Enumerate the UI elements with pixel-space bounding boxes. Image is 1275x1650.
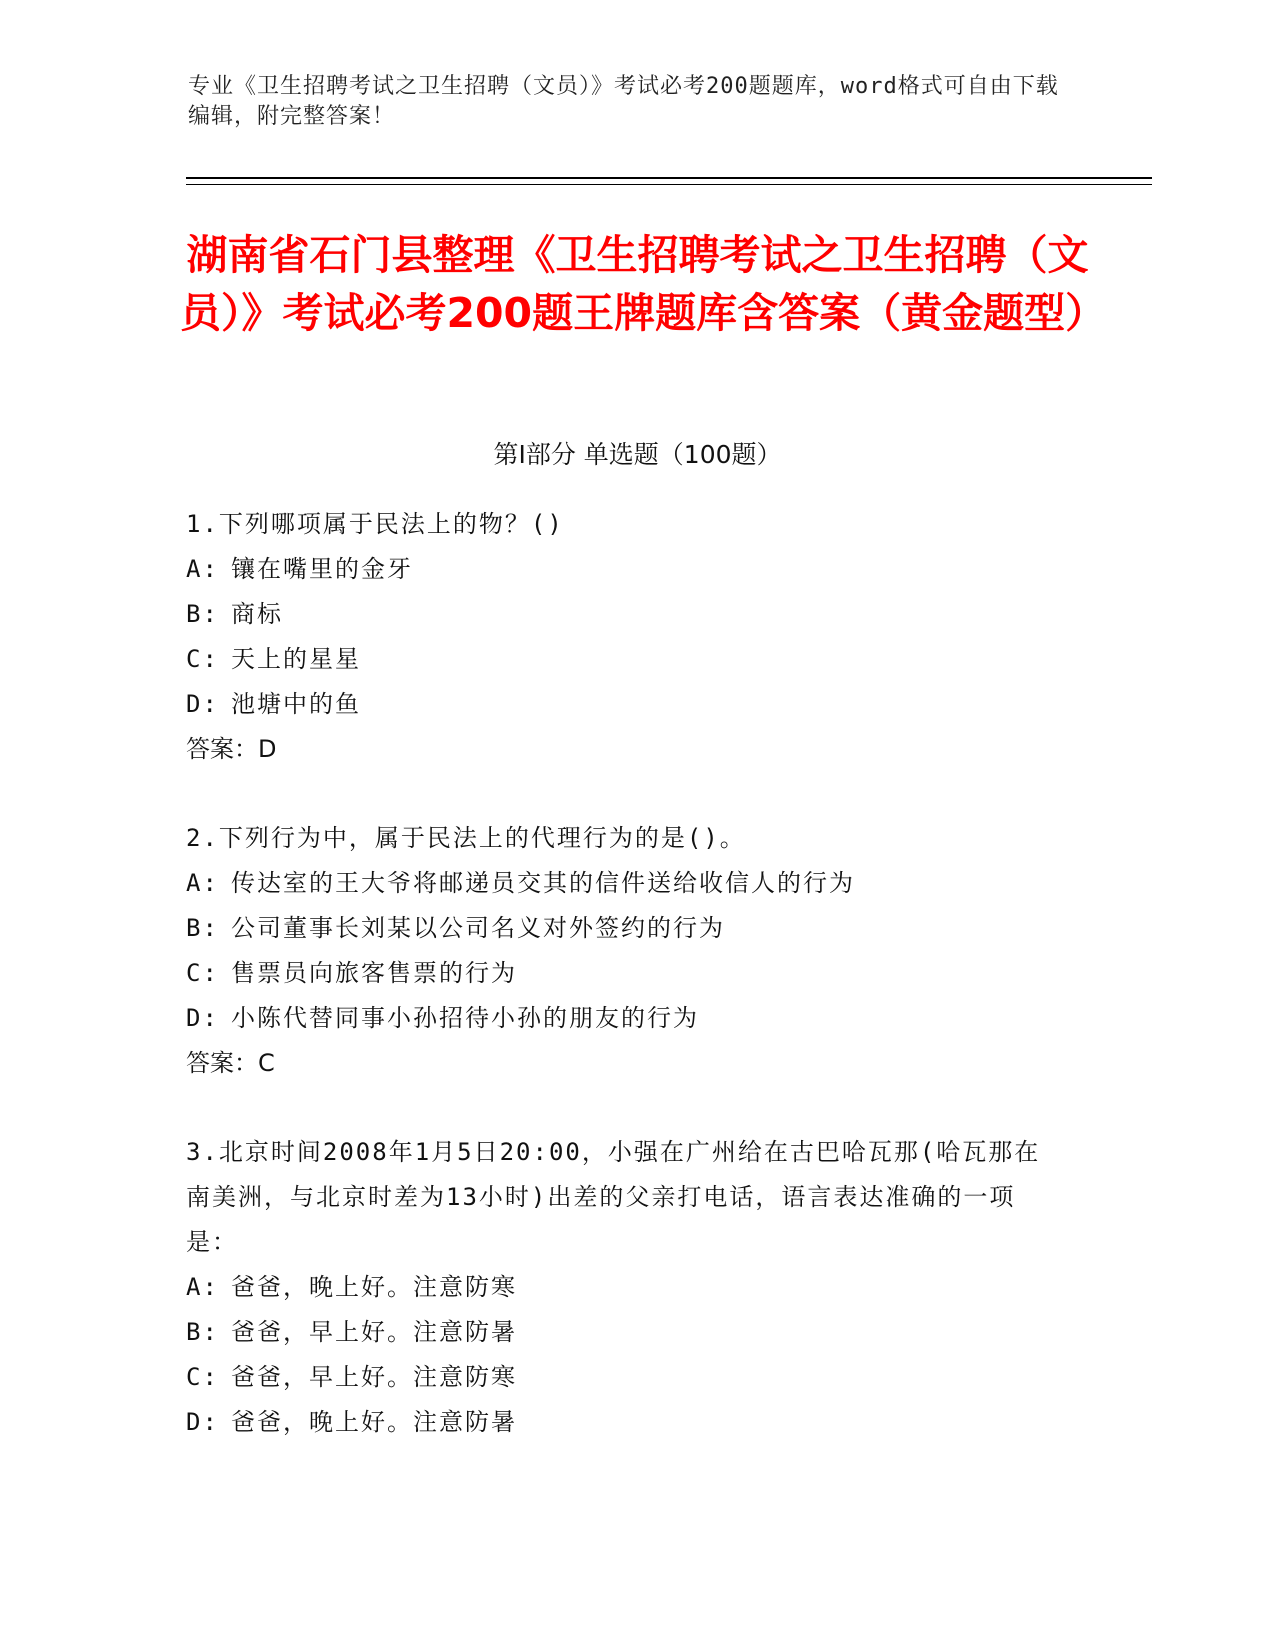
option-d [186, 1400, 1066, 1445]
option-letter: B: [186, 1318, 219, 1346]
option-text: 爸爸，晚上好。注意防寒 [231, 1273, 517, 1301]
option-a [186, 1265, 1066, 1310]
option-letter: B: [186, 914, 219, 942]
question-2 [186, 816, 1086, 1086]
option-text: 池塘中的鱼 [231, 690, 361, 718]
question-1 [186, 502, 1086, 772]
question-stem: 1.下列哪项属于民法上的物？() [186, 510, 564, 538]
option-a [186, 547, 1086, 592]
option-letter: C: [186, 959, 219, 987]
question-stem: 2.下列行为中，属于民法上的代理行为的是()。 [186, 824, 746, 852]
question-3 [186, 1130, 1066, 1445]
option-b [186, 906, 1086, 951]
option-text: 爸爸，早上好。注意防暑 [231, 1318, 517, 1346]
header-rule-thick [186, 177, 1152, 179]
option-text: 传达室的王大爷将邮递员交其的信件送给收信人的行为 [231, 869, 855, 897]
document-title: 湖南省石门县整理《卫生招聘考试之卫生招聘（文员）》考试必考200题王牌题库含答案（黄金题型） [180, 231, 1107, 337]
option-text: 镶在嘴里的金牙 [231, 555, 413, 583]
option-letter: C: [186, 1363, 219, 1391]
option-text: 小陈代替同事小孙招待小孙的朋友的行为 [231, 1004, 699, 1032]
option-letter: C: [186, 645, 219, 673]
answer: 答案：D [186, 735, 277, 763]
option-letter: D: [186, 1004, 219, 1032]
option-text: 天上的星星 [231, 645, 361, 673]
option-text: 爸爸，晚上好。注意防暑 [231, 1408, 517, 1436]
option-letter: A: [186, 1273, 219, 1301]
option-letter: D: [186, 1408, 219, 1436]
header-rule-thin [186, 184, 1152, 185]
option-a [186, 861, 1086, 906]
option-letter: A: [186, 869, 219, 897]
option-text: 售票员向旅客售票的行为 [231, 959, 517, 987]
option-text: 公司董事长刘某以公司名义对外签约的行为 [231, 914, 725, 942]
option-d [186, 996, 1086, 1041]
option-d [186, 682, 1086, 727]
header-note: 专业《卫生招聘考试之卫生招聘（文员）》考试必考200题题库，word格式可自由下载编辑，附完整答案！ [188, 74, 1059, 129]
option-text: 爸爸，早上好。注意防寒 [231, 1363, 517, 1391]
option-c [186, 951, 1086, 996]
answer: 答案：C [186, 1049, 275, 1077]
option-b [186, 1310, 1066, 1355]
option-letter: D: [186, 690, 219, 718]
section-heading: 第Ⅰ部分 单选题（100题） [493, 440, 782, 469]
question-stem: 3.北京时间2008年1月5日20:00，小强在广州给在古巴哈瓦那(哈瓦那在南美洲，与北京时差为13小时)出差的父亲打电话，语言表达准确的一项是： [186, 1138, 1041, 1256]
option-c [186, 637, 1086, 682]
option-c [186, 1355, 1066, 1400]
option-text: 商标 [231, 600, 283, 628]
option-letter: B: [186, 600, 219, 628]
option-b [186, 592, 1086, 637]
option-letter: A: [186, 555, 219, 583]
